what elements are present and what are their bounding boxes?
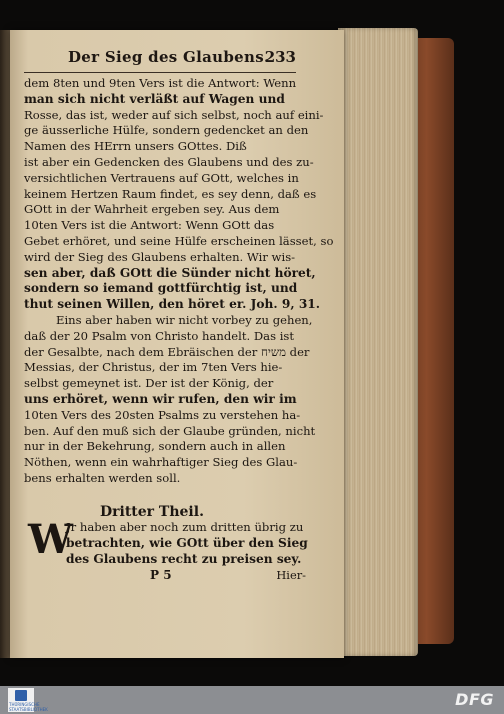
text-line: sondern so iemand gottfürchtig ist, und <box>24 281 298 296</box>
section-title: Dritter Theil. <box>100 504 204 520</box>
signature-row <box>150 568 306 584</box>
logo-mark-icon <box>15 690 27 701</box>
text-line: selbst gemeynet ist. Der ist der König, der <box>24 376 274 391</box>
viewer-footer-bar <box>0 686 504 714</box>
text-line: des Glaubens recht zu preisen sey. <box>66 551 302 566</box>
text-line: versichtlichen Vertrauens auf GOtt, welches in <box>24 170 299 185</box>
text-line: der Gesalbte, nach dem Ebräischen der משיח der <box>24 344 310 359</box>
catchword: Hier- <box>276 568 306 582</box>
text-line: bens erhalten werden soll. <box>24 470 181 485</box>
page-block-edge <box>338 28 418 656</box>
drop-cap: W <box>28 516 73 563</box>
text-line: sen aber, daß GOtt die Sünder nicht höret, <box>24 265 316 280</box>
text-line: 10ten Vers ist die Antwort: Wenn GOtt das <box>24 218 275 233</box>
running-head <box>68 44 296 70</box>
library-logo-icon[interactable] <box>8 688 48 712</box>
text-line: Eins aber haben wir nicht vorbey zu gehen, <box>56 312 313 327</box>
text-line: uns erhöret, wenn wir rufen, den wir im <box>24 391 297 406</box>
text-line: GOtt in der Wahrheit ergeben sey. Aus dem <box>24 202 280 217</box>
text-line: ge äusserliche Hülfe, sondern gedencket an den <box>24 123 309 138</box>
logo-text: THÜRINGISCHE STAATSBIBLIOTHEK <box>9 702 48 712</box>
text-line: daß der 20 Psalm von Christo handelt. Das ist <box>24 328 295 343</box>
text-line: Messias, der Christus, der im 7ten Vers hie- <box>24 360 283 375</box>
text-line: dem 8ten und 9ten Vers ist die Antwort: Wenn <box>24 76 297 90</box>
dfg-logo[interactable]: DFG <box>455 690 494 709</box>
text-line: Rosse, das ist, weder auf sich selbst, noch auf eini- <box>24 107 324 122</box>
running-title: Der Sieg des Glaubens. <box>68 48 270 66</box>
text-line: keinem Hertzen Raum findet, es sey denn, daß es <box>24 186 317 201</box>
text-line: ist aber ein Gedencken des Glaubens und des zu- <box>24 154 314 169</box>
text-line: betrachten, wie GOtt über den Sieg <box>66 535 308 550</box>
text-line: wird der Sieg des Glaubens erhalten. Wir wis- <box>24 249 296 264</box>
text-line: nur in der Bekehrung, sondern auch in allen <box>24 439 286 454</box>
page-number: 233 <box>264 48 296 66</box>
text-line: Namen des HErrn unsers GOttes. Diß <box>24 139 247 154</box>
text-line: Gebet erhöret, und seine Hülfe erscheinen lässet, so <box>24 233 334 248</box>
text-line: Nöthen, wenn ein wahrhaftiger Sieg des Glau- <box>24 455 298 470</box>
signature-mark: P 5 <box>150 568 172 582</box>
section-text-block <box>66 520 306 567</box>
text-line: man sich nicht verläßt auf Wagen und <box>24 91 285 106</box>
header-rule <box>24 72 296 73</box>
text-line: 10ten Vers des 20sten Psalms zu verstehen ha- <box>24 407 301 422</box>
text-block <box>24 76 334 487</box>
text-line: Jr haben aber noch zum dritten übrig zu <box>66 520 304 534</box>
text-line: ben. Auf den muß sich der Glaube gründen, nicht <box>24 423 316 438</box>
text-line: thut seinen Willen, den höret er. Joh. 9, 31. <box>24 297 321 312</box>
